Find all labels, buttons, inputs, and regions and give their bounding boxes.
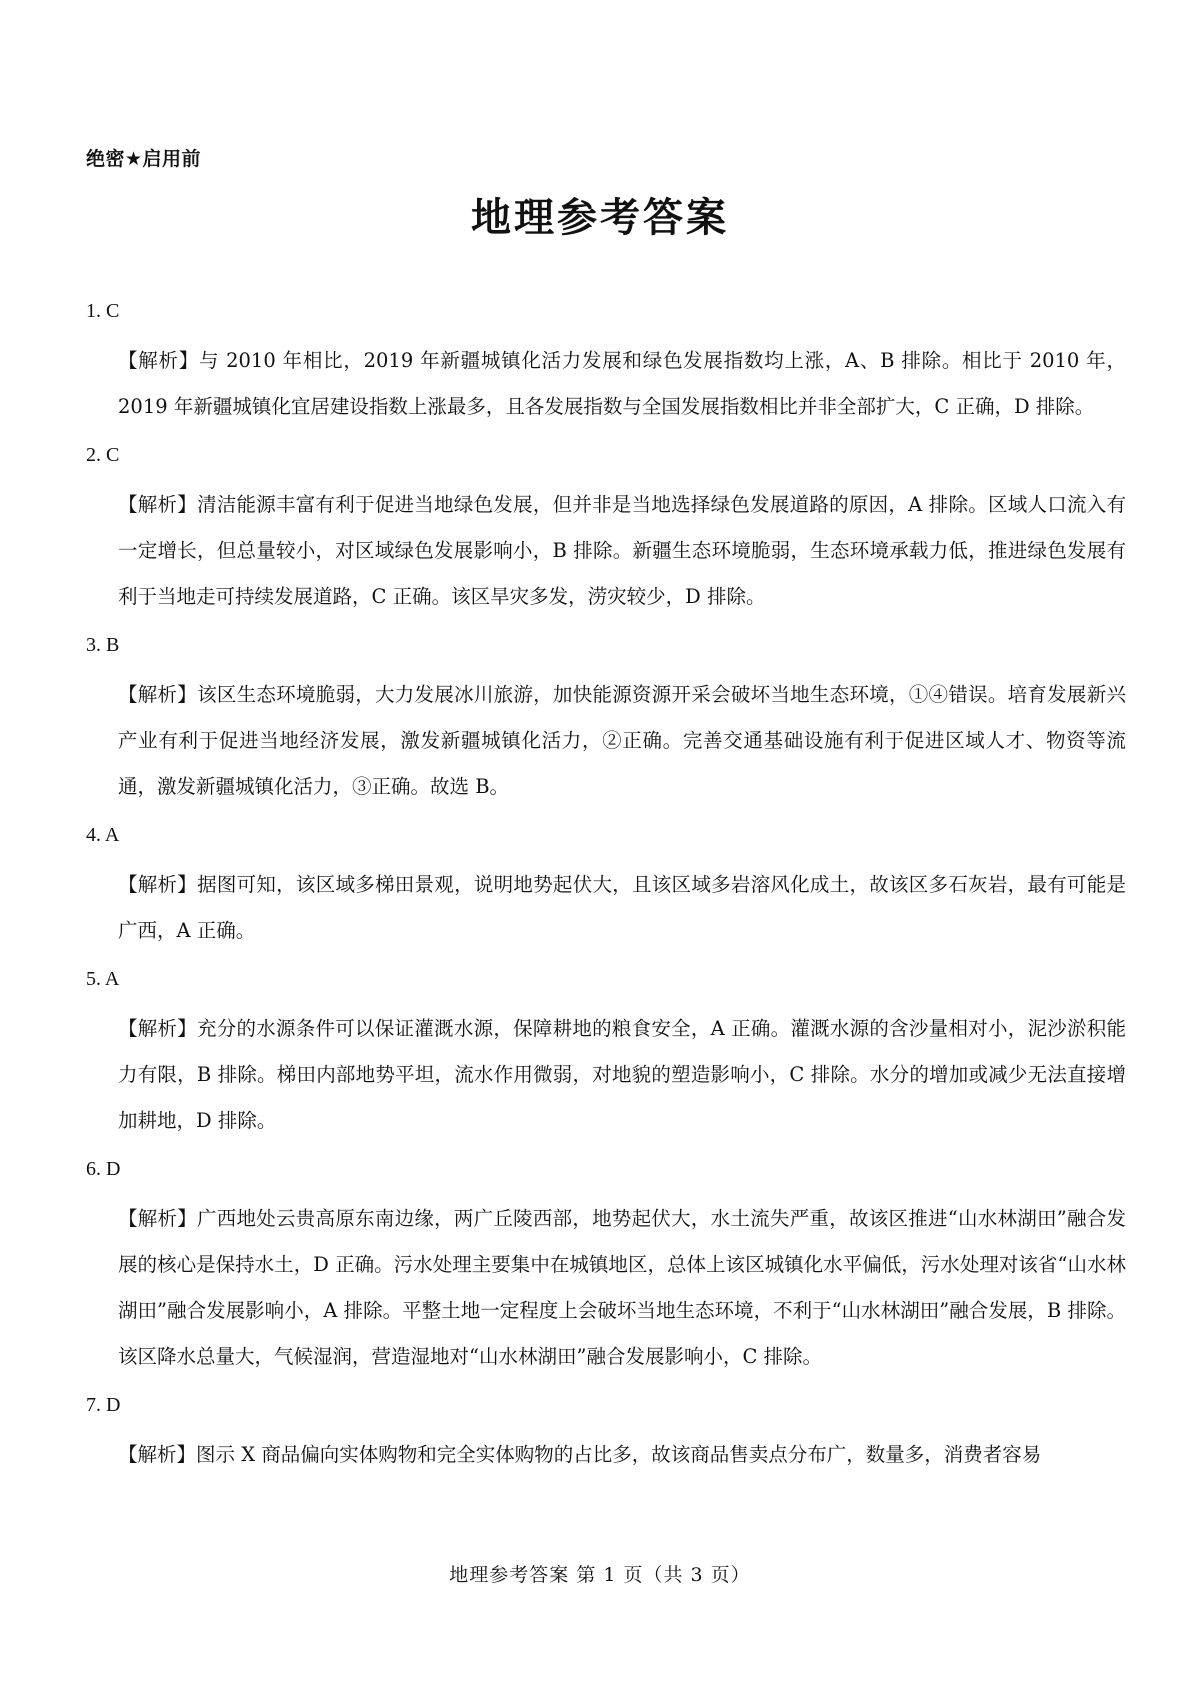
answer-explanation: [86, 1006, 1126, 1144]
answer-item-1: [86, 298, 1126, 430]
answers-list: [86, 298, 1126, 1490]
confidential-label: 绝密★启用前: [86, 148, 202, 170]
answer-item-2: [86, 442, 1126, 620]
analysis-tag: 【解析】: [118, 873, 198, 896]
explanation-text: 该区生态环境脆弱，大力发展冰川旅游，加快能源资源开采会破坏当地生态环境，①④错误。培育发展新兴产业有利于促进当地经济发展，激发新疆城镇化活力，②正确。完善交通基础设施有利于促进区域人才、物资等流通，激发新疆城镇化活力，③正确。故选 B。: [118, 683, 1126, 798]
analysis-tag: 【解析】: [118, 1207, 198, 1230]
explanation-text: 广西地处云贵高原东南边缘，两广丘陵西部，地势起伏大，水土流失严重，故该区推进“山水林湖田”融合发展的核心是保持水土，D 正确。污水处理主要集中在城镇地区，总体上该区城镇化水平偏低，污水处理对该省“山水林湖田”融合发展影响小，A 排除。平整土地一定程度上会破坏当地生态环境，不利于“山水林湖田”融合发展，B 排除。该区降水总量大，气候湿润，营造湿地对“山水林湖田”融合发展影响小，C 排除。: [118, 1207, 1126, 1368]
answer-number: 4. A: [86, 824, 120, 846]
answer-item-5: [86, 966, 1126, 1144]
answer-explanation: [86, 482, 1126, 620]
answer-explanation: [86, 338, 1126, 430]
explanation-text: 与 2010 年相比，2019 年新疆城镇化活力发展和绿色发展指数均上涨，A、B 排除。相比于 2010 年，2019 年新疆城镇化宜居建设指数上涨最多，且各发展指数与全国发展指数相比并非全部扩大，C 正确，D 排除。: [118, 349, 1126, 418]
answer-number: 7. D: [86, 1394, 121, 1416]
answer-item-4: [86, 822, 1126, 954]
explanation-text: 充分的水源条件可以保证灌溉水源，保障耕地的粮食安全，A 正确。灌溉水源的含沙量相对小，泥沙淤积能力有限，B 排除。梯田内部地势平坦，流水作用微弱，对地貌的塑造影响小，C 排除。水分的增加或减少无法直接增加耕地，D 排除。: [118, 1017, 1126, 1132]
answer-explanation: [86, 862, 1126, 954]
analysis-tag: 【解析】: [118, 1017, 198, 1040]
explanation-text: 据图可知，该区域多梯田景观，说明地势起伏大，且该区域多岩溶风化成土，故该区多石灰岩，最有可能是广西，A 正确。: [118, 873, 1126, 942]
explanation-text: 清洁能源丰富有利于促进当地绿色发展，但并非是当地选择绿色发展道路的原因，A 排除。区域人口流入有一定增长，但总量较小，对区域绿色发展影响小，B 排除。新疆生态环境脆弱，生态环境承载力低，推进绿色发展有利于当地走可持续发展道路，C 正确。该区旱灾多发，涝灾较少，D 排除。: [118, 493, 1126, 608]
answer-explanation: [86, 1432, 1126, 1478]
page-title: 地理参考答案: [471, 195, 729, 241]
explanation-text: 图示 X 商品偏向实体购物和完全实体购物的占比多，故该商品售卖点分布广，数量多，消费者容易: [196, 1443, 1042, 1466]
answer-explanation: [86, 1196, 1126, 1380]
analysis-tag: 【解析】: [118, 493, 198, 516]
answer-item-7: [86, 1392, 1126, 1478]
answer-number: 5. A: [86, 968, 120, 990]
analysis-tag: 【解析】: [118, 683, 198, 706]
answer-item-3: [86, 632, 1126, 810]
answer-explanation: [86, 672, 1126, 810]
answer-number: 2. C: [86, 444, 120, 466]
answer-number: 6. D: [86, 1158, 121, 1180]
answer-number: 1. C: [86, 300, 120, 322]
answer-item-6: [86, 1156, 1126, 1380]
analysis-tag: 【解析】: [118, 1443, 197, 1466]
page-footer: 地理参考答案 第 1 页（共 3 页）: [449, 1564, 751, 1586]
answer-number: 3. B: [86, 634, 120, 656]
analysis-tag: 【解析】: [118, 349, 199, 372]
